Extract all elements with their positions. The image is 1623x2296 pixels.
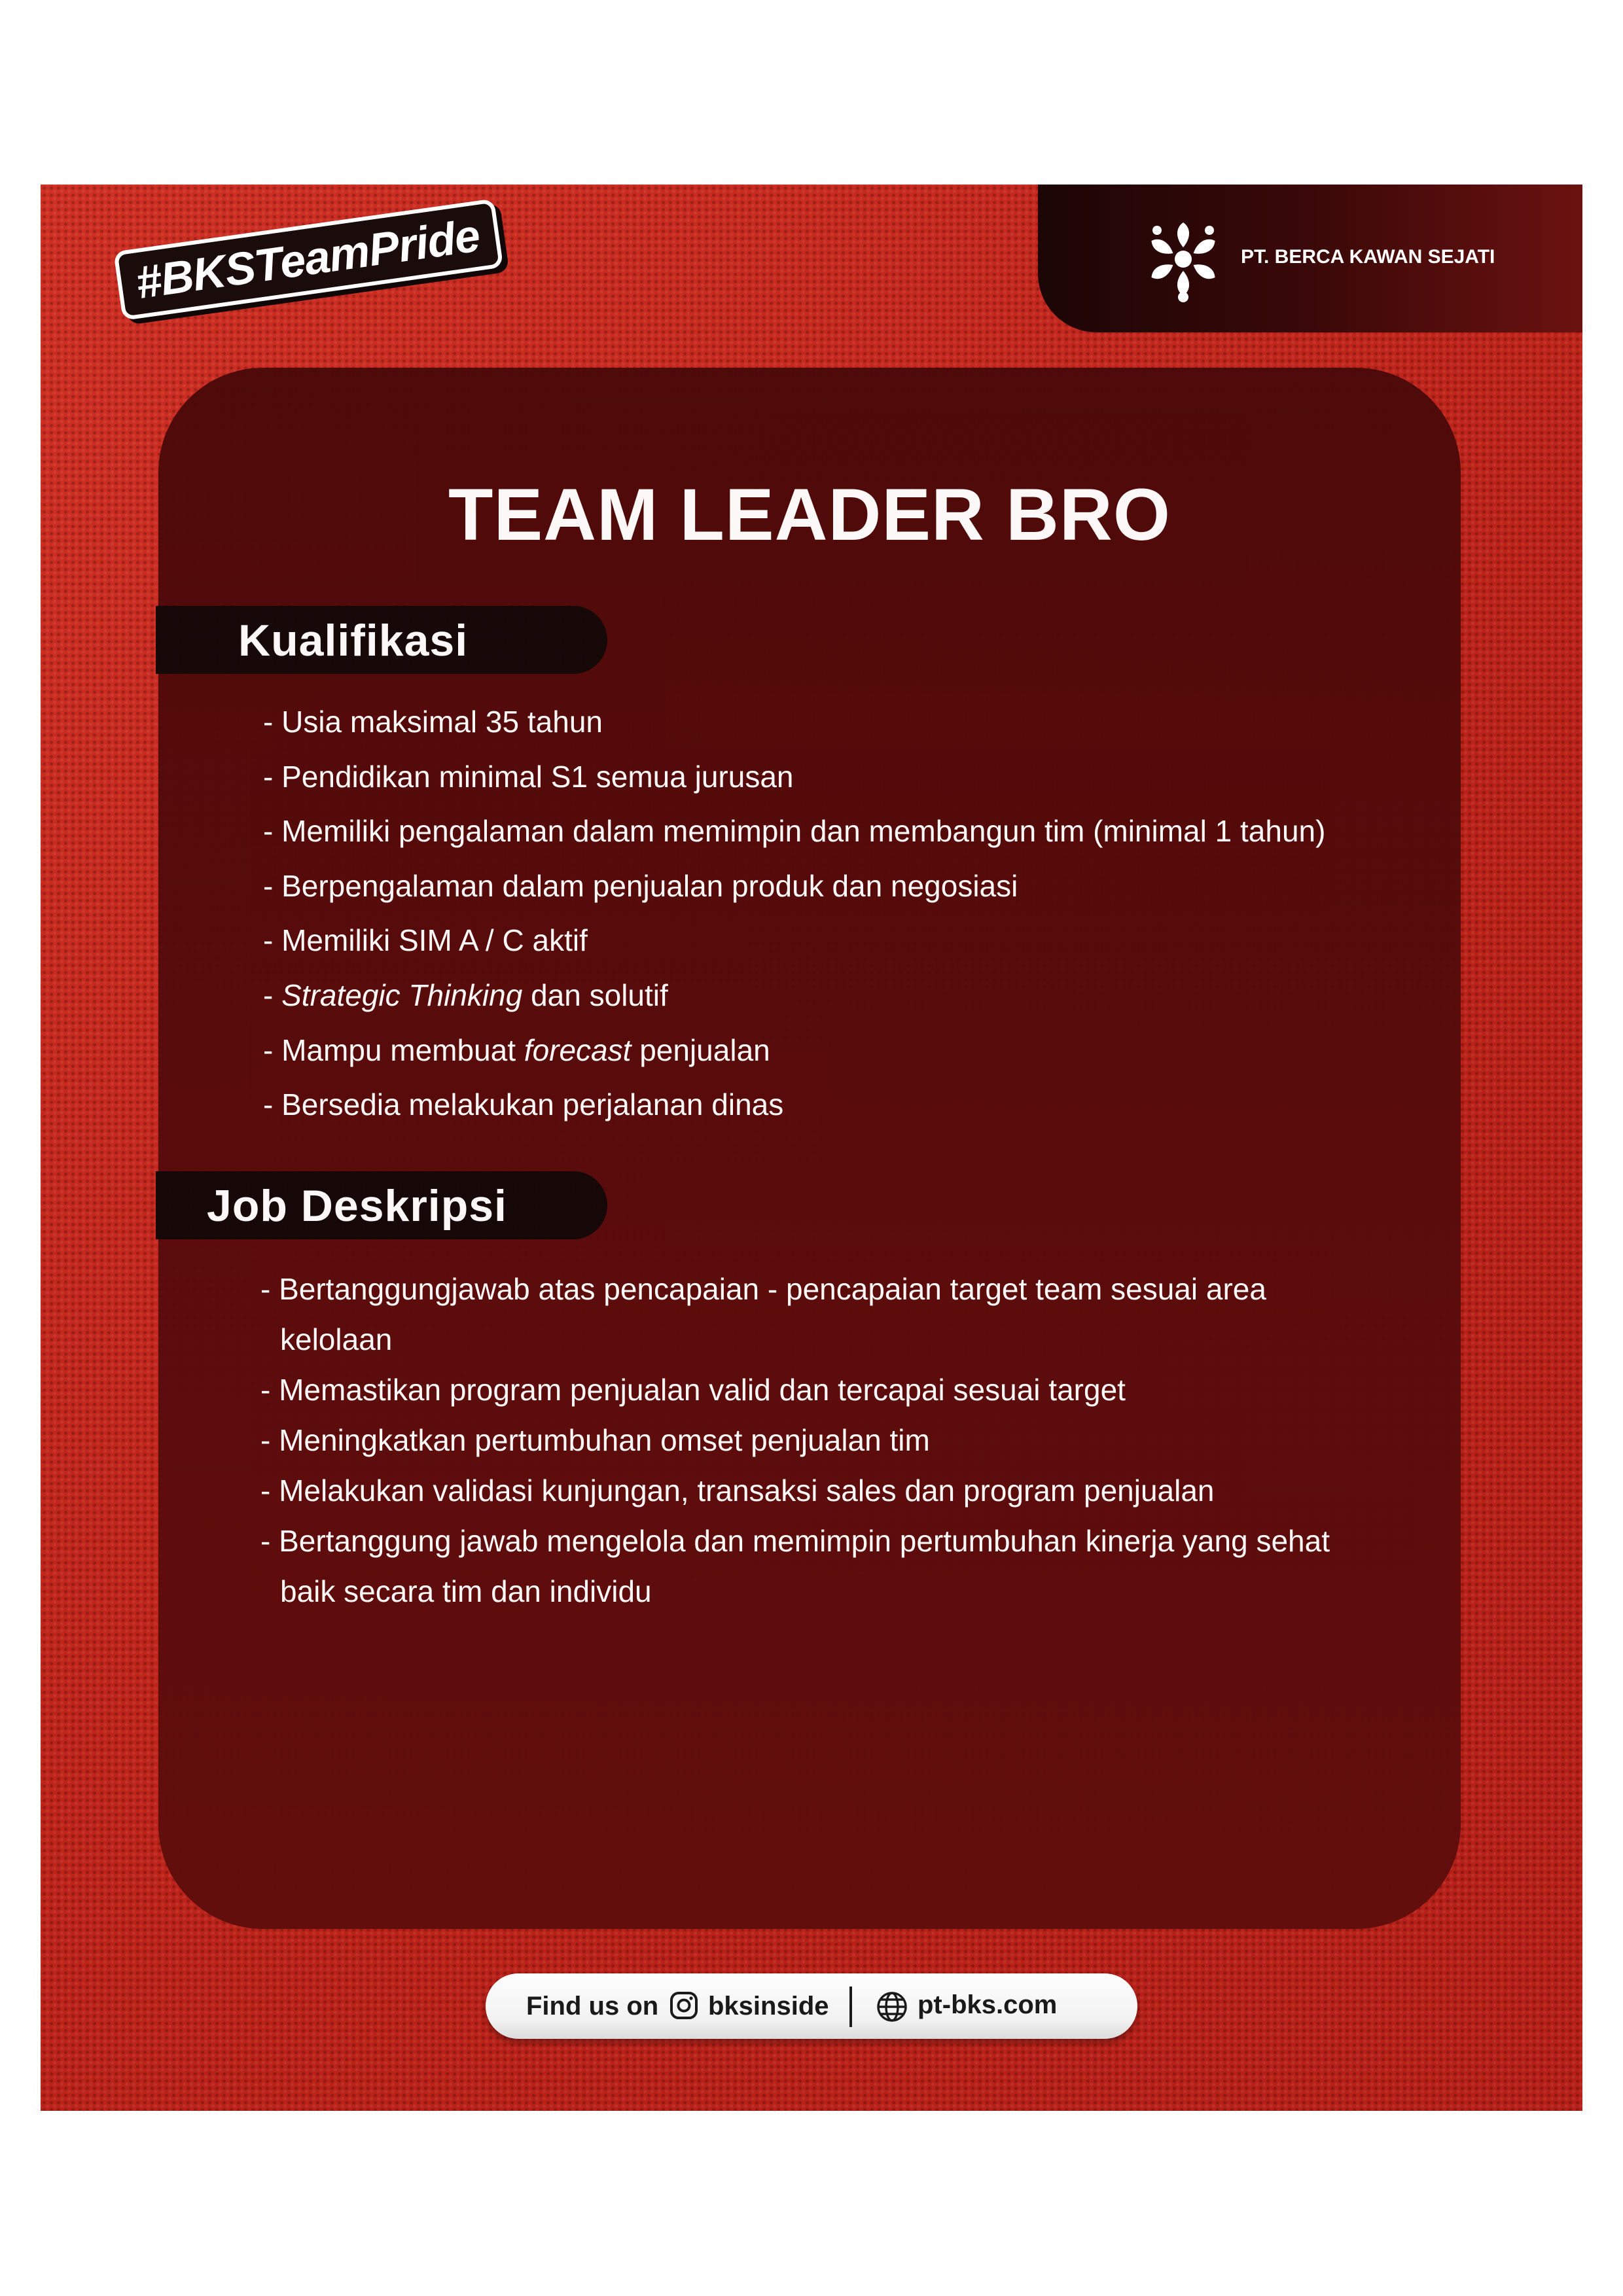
list-item: - Bertanggung jawab mengelola dan memimpin pertumbuhan kinerja yang sehat baik secara tim dan individu (260, 1524, 1330, 1608)
hashtag-badge (113, 198, 503, 321)
job-title: TEAM LEADER BRO (448, 474, 1171, 556)
qualifications-list (263, 695, 1325, 1133)
flower-logo-icon (1137, 213, 1229, 305)
list-item: - Bertanggungjawab atas pencapaian - pencapaian target team sesuai area kelolaan (260, 1272, 1266, 1356)
list-item: - Melakukan validasi kunjungan, transaksi sales dan program penjualan (260, 1474, 1215, 1508)
list-item: - Memastikan program penjualan valid dan tercapai sesuai target (260, 1373, 1126, 1407)
instagram-handle-link[interactable]: bksinside (708, 1992, 829, 2021)
job-description-heading-pill (156, 1171, 607, 1239)
list-item: - Mampu membuat forecast penjualan (263, 1033, 770, 1067)
list-item: - Berpengalaman dalam penjualan produk dan negosiasi (263, 868, 1018, 903)
job-description-heading: Job Deskripsi (207, 1181, 507, 1231)
company-name: PT. BERCA KAWAN SEJATI (1241, 246, 1495, 268)
find-us-label: Find us on (526, 1992, 659, 2021)
list-item: - Strategic Thinking dan solutif (263, 978, 668, 1012)
qualifications-heading-pill (156, 606, 607, 674)
job-poster (41, 185, 1582, 2111)
list-item: - Memiliki SIM A / C aktif (263, 923, 588, 958)
website-link[interactable]: pt-bks.com (918, 1990, 1058, 2019)
globe-icon (876, 1990, 908, 2023)
list-item: - Usia maksimal 35 tahun (263, 705, 603, 739)
hashtag-text: #BKSTeamPride (113, 198, 503, 321)
footer-contact-bar (486, 1973, 1137, 2039)
list-item: - Memiliki pengalaman dalam memimpin dan membangun tim (minimal 1 tahun) (263, 814, 1326, 849)
instagram-icon (669, 1990, 699, 2021)
qualifications-heading: Kualifikasi (238, 616, 469, 665)
list-item: - Meningkatkan pertumbuhan omset penjualan tim (260, 1423, 930, 1457)
job-description-list (260, 1264, 1373, 1617)
footer-divider (849, 1987, 852, 2027)
list-item: - Bersedia melakukan perjalanan dinas (263, 1087, 784, 1122)
company-banner (1038, 185, 1582, 332)
list-item: - Pendidikan minimal S1 semua jurusan (263, 759, 794, 794)
content-card (158, 368, 1461, 1929)
